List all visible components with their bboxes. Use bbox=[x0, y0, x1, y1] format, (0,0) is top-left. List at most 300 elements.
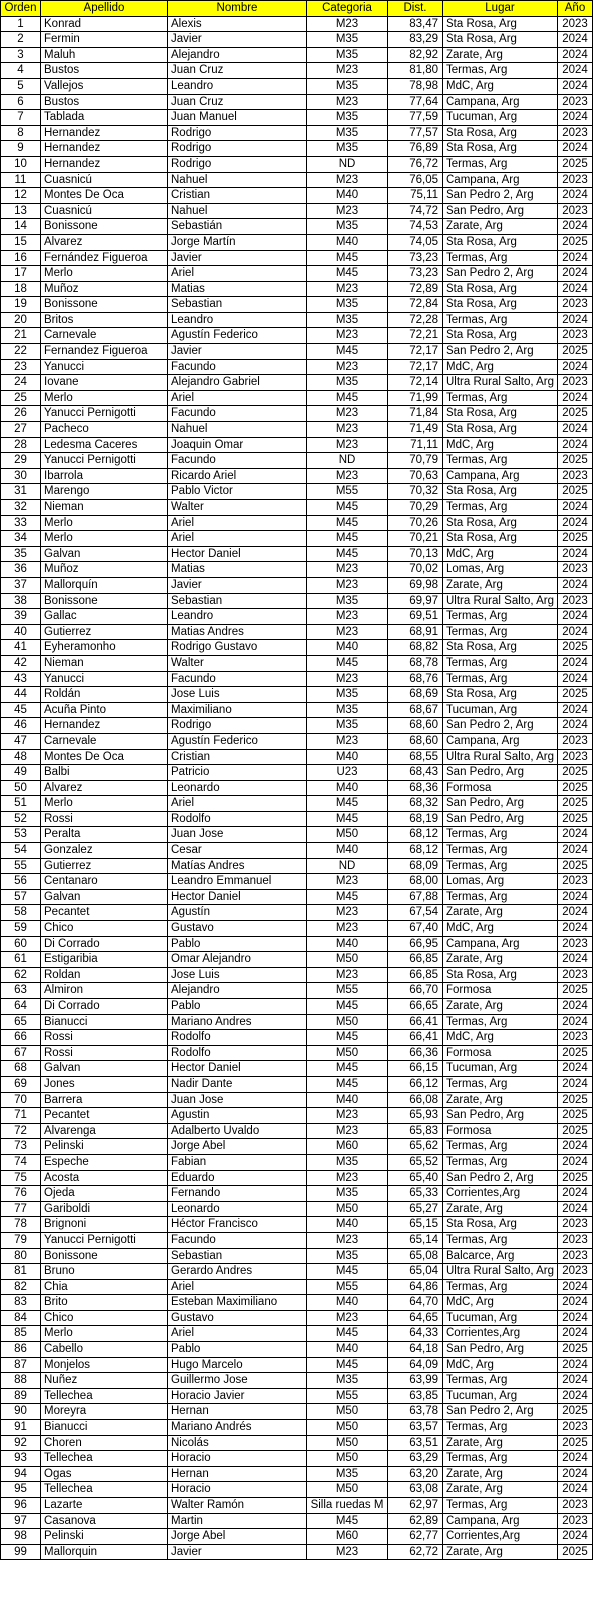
orden-cell: 93 bbox=[1, 1451, 41, 1467]
categoria-cell: M23 bbox=[307, 577, 388, 593]
anio-cell: 2024 bbox=[558, 359, 593, 375]
lugar-cell: Termas, Arg bbox=[443, 1420, 558, 1436]
categoria-cell: M40 bbox=[307, 640, 388, 656]
dist-cell: 68,60 bbox=[388, 718, 443, 734]
table-row bbox=[1, 671, 593, 687]
anio-cell: 2023 bbox=[558, 967, 593, 983]
table-row bbox=[1, 921, 593, 937]
orden-cell: 20 bbox=[1, 312, 41, 328]
table-row bbox=[1, 141, 593, 157]
dist-cell: 65,15 bbox=[388, 1217, 443, 1233]
nombre-cell: Nicolás bbox=[168, 1435, 307, 1451]
nombre-cell: Facundo bbox=[168, 453, 307, 469]
dist-cell: 68,76 bbox=[388, 671, 443, 687]
anio-cell: 2024 bbox=[558, 1326, 593, 1342]
anio-cell: 2025 bbox=[558, 796, 593, 812]
nombre-cell: Cristian bbox=[168, 749, 307, 765]
apellido-cell: Montes De Oca bbox=[41, 188, 168, 204]
orden-cell: 71 bbox=[1, 1108, 41, 1124]
dist-cell: 82,92 bbox=[388, 47, 443, 63]
orden-cell: 63 bbox=[1, 983, 41, 999]
categoria-cell: M35 bbox=[307, 1248, 388, 1264]
dist-cell: 70,13 bbox=[388, 546, 443, 562]
categoria-cell: M35 bbox=[307, 110, 388, 126]
categoria-cell: M23 bbox=[307, 406, 388, 422]
apellido-cell: Brito bbox=[41, 1295, 168, 1311]
apellido-cell: Cabello bbox=[41, 1342, 168, 1358]
categoria-cell: M40 bbox=[307, 234, 388, 250]
dist-cell: 65,93 bbox=[388, 1108, 443, 1124]
dist-cell: 78,98 bbox=[388, 78, 443, 94]
lugar-cell: San Pedro 2, Arg bbox=[443, 1170, 558, 1186]
apellido-cell: Mallorquín bbox=[41, 577, 168, 593]
orden-cell: 76 bbox=[1, 1186, 41, 1202]
anio-cell: 2025 bbox=[558, 1092, 593, 1108]
apellido-cell: Mallorquin bbox=[41, 1544, 168, 1560]
orden-cell: 90 bbox=[1, 1404, 41, 1420]
nombre-cell: Javier bbox=[168, 577, 307, 593]
lugar-cell: Sta Rosa, Arg bbox=[443, 640, 558, 656]
anio-cell: 2023 bbox=[558, 375, 593, 391]
lugar-cell: Sta Rosa, Arg bbox=[443, 406, 558, 422]
table-row bbox=[1, 640, 593, 656]
anio-cell: 2025 bbox=[558, 1404, 593, 1420]
orden-cell: 43 bbox=[1, 671, 41, 687]
dist-cell: 83,29 bbox=[388, 32, 443, 48]
apellido-cell: Balbi bbox=[41, 765, 168, 781]
apellido-cell: Peralta bbox=[41, 827, 168, 843]
dist-cell: 68,32 bbox=[388, 796, 443, 812]
dist-cell: 70,79 bbox=[388, 453, 443, 469]
nombre-cell: Fernando bbox=[168, 1186, 307, 1202]
table-row bbox=[1, 156, 593, 172]
categoria-cell: M50 bbox=[307, 1404, 388, 1420]
nombre-cell: Pablo bbox=[168, 936, 307, 952]
lugar-cell: Campana, Arg bbox=[443, 468, 558, 484]
table-row bbox=[1, 422, 593, 438]
anio-cell: 2023 bbox=[558, 297, 593, 313]
lugar-cell: Zarate, Arg bbox=[443, 999, 558, 1015]
orden-cell: 75 bbox=[1, 1170, 41, 1186]
apellido-cell: Pecantet bbox=[41, 1108, 168, 1124]
categoria-cell: M50 bbox=[307, 1482, 388, 1498]
dist-cell: 68,00 bbox=[388, 874, 443, 890]
dist-cell: 72,14 bbox=[388, 375, 443, 391]
dist-cell: 68,43 bbox=[388, 765, 443, 781]
orden-cell: 95 bbox=[1, 1482, 41, 1498]
dist-cell: 81,80 bbox=[388, 63, 443, 79]
dist-cell: 63,51 bbox=[388, 1435, 443, 1451]
nombre-cell: Javier bbox=[168, 250, 307, 266]
lugar-cell: MdC, Arg bbox=[443, 546, 558, 562]
nombre-cell: Matias bbox=[168, 562, 307, 578]
nombre-cell: Martin bbox=[168, 1513, 307, 1529]
dist-cell: 71,11 bbox=[388, 437, 443, 453]
categoria-cell: M35 bbox=[307, 219, 388, 235]
orden-cell: 74 bbox=[1, 1154, 41, 1170]
anio-cell: 2024 bbox=[558, 1388, 593, 1404]
dist-cell: 63,20 bbox=[388, 1466, 443, 1482]
lugar-cell: Termas, Arg bbox=[443, 889, 558, 905]
apellido-cell: Pacheco bbox=[41, 422, 168, 438]
lugar-cell: Termas, Arg bbox=[443, 827, 558, 843]
dist-cell: 67,54 bbox=[388, 905, 443, 921]
orden-cell: 19 bbox=[1, 297, 41, 313]
nombre-cell: Rodolfo bbox=[168, 1030, 307, 1046]
categoria-cell: M23 bbox=[307, 874, 388, 890]
lugar-cell: Sta Rosa, Arg bbox=[443, 16, 558, 32]
orden-cell: 37 bbox=[1, 577, 41, 593]
categoria-cell: M35 bbox=[307, 297, 388, 313]
anio-cell: 2024 bbox=[558, 1357, 593, 1373]
nombre-cell: Rodrigo bbox=[168, 156, 307, 172]
nombre-cell: Nadir Dante bbox=[168, 1076, 307, 1092]
lugar-cell: Tucuman, Arg bbox=[443, 1310, 558, 1326]
orden-cell: 46 bbox=[1, 718, 41, 734]
table-row bbox=[1, 1279, 593, 1295]
orden-cell: 72 bbox=[1, 1123, 41, 1139]
lugar-cell: Tucuman, Arg bbox=[443, 110, 558, 126]
table-row bbox=[1, 344, 593, 360]
lugar-cell: Zarate, Arg bbox=[443, 1482, 558, 1498]
lugar-cell: Formosa bbox=[443, 780, 558, 796]
nombre-cell: Hector Daniel bbox=[168, 1061, 307, 1077]
dist-cell: 63,57 bbox=[388, 1420, 443, 1436]
lugar-cell: Termas, Arg bbox=[443, 655, 558, 671]
categoria-cell: M35 bbox=[307, 78, 388, 94]
orden-cell: 54 bbox=[1, 843, 41, 859]
anio-cell: 2024 bbox=[558, 1310, 593, 1326]
lugar-cell: MdC, Arg bbox=[443, 1030, 558, 1046]
categoria-cell: M45 bbox=[307, 999, 388, 1015]
orden-cell: 9 bbox=[1, 141, 41, 157]
orden-cell: 61 bbox=[1, 952, 41, 968]
apellido-cell: Yanucci bbox=[41, 671, 168, 687]
dist-cell: 83,47 bbox=[388, 16, 443, 32]
anio-cell: 2025 bbox=[558, 687, 593, 703]
anio-cell: 2025 bbox=[558, 640, 593, 656]
anio-cell: 2023 bbox=[558, 1232, 593, 1248]
table-row bbox=[1, 328, 593, 344]
nombre-cell: Joaquin Omar bbox=[168, 437, 307, 453]
categoria-cell: M55 bbox=[307, 1279, 388, 1295]
nombre-cell: Alejandro bbox=[168, 983, 307, 999]
nombre-cell: Maximiliano bbox=[168, 702, 307, 718]
anio-cell: 2024 bbox=[558, 1061, 593, 1077]
orden-cell: 88 bbox=[1, 1373, 41, 1389]
dist-cell: 77,64 bbox=[388, 94, 443, 110]
categoria-cell: M23 bbox=[307, 905, 388, 921]
dist-cell: 62,89 bbox=[388, 1513, 443, 1529]
nombre-cell: Omar Alejandro bbox=[168, 952, 307, 968]
anio-cell: 2025 bbox=[558, 1544, 593, 1560]
table-body bbox=[1, 16, 593, 1560]
dist-cell: 64,18 bbox=[388, 1342, 443, 1358]
anio-cell: 2023 bbox=[558, 203, 593, 219]
categoria-cell: M50 bbox=[307, 1045, 388, 1061]
nombre-cell: Guillermo Jose bbox=[168, 1373, 307, 1389]
anio-cell: 2025 bbox=[558, 780, 593, 796]
dist-cell: 65,14 bbox=[388, 1232, 443, 1248]
anio-cell: 2023 bbox=[558, 468, 593, 484]
lugar-cell: Zarate, Arg bbox=[443, 1201, 558, 1217]
lugar-cell: Ultra Rural Salto, Arg bbox=[443, 1264, 558, 1280]
dist-cell: 70,02 bbox=[388, 562, 443, 578]
table-row bbox=[1, 765, 593, 781]
table-row bbox=[1, 531, 593, 547]
dist-cell: 75,11 bbox=[388, 188, 443, 204]
orden-cell: 5 bbox=[1, 78, 41, 94]
table-row bbox=[1, 749, 593, 765]
categoria-cell: M45 bbox=[307, 889, 388, 905]
lugar-cell: Formosa bbox=[443, 1045, 558, 1061]
apellido-cell: Hernandez bbox=[41, 718, 168, 734]
nombre-cell: Matías Andres bbox=[168, 858, 307, 874]
categoria-cell: M23 bbox=[307, 1544, 388, 1560]
apellido-cell: Hernandez bbox=[41, 125, 168, 141]
lugar-cell: Sta Rosa, Arg bbox=[443, 234, 558, 250]
apellido-cell: Ibarrola bbox=[41, 468, 168, 484]
lugar-cell: Campana, Arg bbox=[443, 172, 558, 188]
header-nombre: Nombre bbox=[168, 1, 307, 17]
table-row bbox=[1, 1201, 593, 1217]
lugar-cell: Termas, Arg bbox=[443, 453, 558, 469]
nombre-cell: Jose Luis bbox=[168, 967, 307, 983]
table-row bbox=[1, 78, 593, 94]
anio-cell: 2023 bbox=[558, 1420, 593, 1436]
categoria-cell: M45 bbox=[307, 266, 388, 282]
dist-cell: 69,97 bbox=[388, 593, 443, 609]
apellido-cell: Nieman bbox=[41, 500, 168, 516]
categoria-cell: M45 bbox=[307, 1061, 388, 1077]
table-row bbox=[1, 1154, 593, 1170]
categoria-cell: M45 bbox=[307, 546, 388, 562]
categoria-cell: M45 bbox=[307, 1076, 388, 1092]
dist-cell: 66,41 bbox=[388, 1030, 443, 1046]
lugar-cell: Termas, Arg bbox=[443, 1014, 558, 1030]
dist-cell: 74,72 bbox=[388, 203, 443, 219]
apellido-cell: Pelinski bbox=[41, 1529, 168, 1545]
apellido-cell: Roldan bbox=[41, 967, 168, 983]
dist-cell: 77,57 bbox=[388, 125, 443, 141]
apellido-cell: Yanucci bbox=[41, 359, 168, 375]
nombre-cell: Pablo Victor bbox=[168, 484, 307, 500]
nombre-cell: Nahuel bbox=[168, 422, 307, 438]
apellido-cell: Choren bbox=[41, 1435, 168, 1451]
apellido-cell: Alvarez bbox=[41, 234, 168, 250]
orden-cell: 10 bbox=[1, 156, 41, 172]
categoria-cell: Silla ruedas M bbox=[307, 1498, 388, 1514]
dist-cell: 74,05 bbox=[388, 234, 443, 250]
anio-cell: 2024 bbox=[558, 1201, 593, 1217]
apellido-cell: Vallejos bbox=[41, 78, 168, 94]
anio-cell: 2023 bbox=[558, 936, 593, 952]
nombre-cell: Agustín Federico bbox=[168, 733, 307, 749]
header-row bbox=[1, 1, 593, 17]
lugar-cell: San Pedro, Arg bbox=[443, 1342, 558, 1358]
apellido-cell: Tellechea bbox=[41, 1451, 168, 1467]
nombre-cell: Adalberto Uvaldo bbox=[168, 1123, 307, 1139]
lugar-cell: Sta Rosa, Arg bbox=[443, 328, 558, 344]
table-row bbox=[1, 624, 593, 640]
orden-cell: 99 bbox=[1, 1544, 41, 1560]
apellido-cell: Brignoni bbox=[41, 1217, 168, 1233]
nombre-cell: Mariano Andrés bbox=[168, 1420, 307, 1436]
orden-cell: 50 bbox=[1, 780, 41, 796]
anio-cell: 2023 bbox=[558, 172, 593, 188]
nombre-cell: Rodrigo bbox=[168, 141, 307, 157]
dist-cell: 70,63 bbox=[388, 468, 443, 484]
table-row bbox=[1, 437, 593, 453]
apellido-cell: Rossi bbox=[41, 1045, 168, 1061]
dist-cell: 65,40 bbox=[388, 1170, 443, 1186]
anio-cell: 2024 bbox=[558, 1295, 593, 1311]
lugar-cell: San Pedro 2, Arg bbox=[443, 188, 558, 204]
apellido-cell: Rossi bbox=[41, 811, 168, 827]
dist-cell: 70,26 bbox=[388, 515, 443, 531]
categoria-cell: M35 bbox=[307, 32, 388, 48]
table-row bbox=[1, 250, 593, 266]
table-row bbox=[1, 780, 593, 796]
nombre-cell: Horacio bbox=[168, 1451, 307, 1467]
orden-cell: 16 bbox=[1, 250, 41, 266]
lugar-cell: Termas, Arg bbox=[443, 609, 558, 625]
anio-cell: 2023 bbox=[558, 1217, 593, 1233]
orden-cell: 1 bbox=[1, 16, 41, 32]
nombre-cell: Rodolfo bbox=[168, 1045, 307, 1061]
anio-cell: 2024 bbox=[558, 889, 593, 905]
dist-cell: 68,78 bbox=[388, 655, 443, 671]
lugar-cell: MdC, Arg bbox=[443, 1295, 558, 1311]
lugar-cell: Ultra Rural Salto, Arg bbox=[443, 375, 558, 391]
nombre-cell: Patricio bbox=[168, 765, 307, 781]
anio-cell: 2023 bbox=[558, 562, 593, 578]
categoria-cell: M23 bbox=[307, 562, 388, 578]
nombre-cell: Javier bbox=[168, 1544, 307, 1560]
dist-cell: 63,85 bbox=[388, 1388, 443, 1404]
anio-cell: 2024 bbox=[558, 702, 593, 718]
lugar-cell: Termas, Arg bbox=[443, 671, 558, 687]
dist-cell: 72,21 bbox=[388, 328, 443, 344]
orden-cell: 41 bbox=[1, 640, 41, 656]
nombre-cell: Hernan bbox=[168, 1404, 307, 1420]
categoria-cell: M50 bbox=[307, 1451, 388, 1467]
dist-cell: 62,97 bbox=[388, 1498, 443, 1514]
table-row bbox=[1, 905, 593, 921]
anio-cell: 2024 bbox=[558, 718, 593, 734]
lugar-cell: Lomas, Arg bbox=[443, 874, 558, 890]
apellido-cell: Konrad bbox=[41, 16, 168, 32]
table-row bbox=[1, 874, 593, 890]
nombre-cell: Jorge Abel bbox=[168, 1529, 307, 1545]
dist-cell: 72,17 bbox=[388, 344, 443, 360]
dist-cell: 74,53 bbox=[388, 219, 443, 235]
anio-cell: 2023 bbox=[558, 749, 593, 765]
dist-cell: 68,60 bbox=[388, 733, 443, 749]
apellido-cell: Muñoz bbox=[41, 562, 168, 578]
categoria-cell: M40 bbox=[307, 188, 388, 204]
apellido-cell: Bianucci bbox=[41, 1014, 168, 1030]
categoria-cell: M45 bbox=[307, 344, 388, 360]
lugar-cell: Corrientes,Arg bbox=[443, 1186, 558, 1202]
table-row bbox=[1, 546, 593, 562]
categoria-cell: M35 bbox=[307, 593, 388, 609]
categoria-cell: M40 bbox=[307, 1342, 388, 1358]
anio-cell: 2024 bbox=[558, 141, 593, 157]
table-row bbox=[1, 1248, 593, 1264]
table-row bbox=[1, 94, 593, 110]
lugar-cell: Zarate, Arg bbox=[443, 1435, 558, 1451]
nombre-cell: Juan Manuel bbox=[168, 110, 307, 126]
dist-cell: 68,82 bbox=[388, 640, 443, 656]
table-row bbox=[1, 999, 593, 1015]
nombre-cell: Javier bbox=[168, 344, 307, 360]
table-row bbox=[1, 47, 593, 63]
nombre-cell: Jose Luis bbox=[168, 687, 307, 703]
orden-cell: 73 bbox=[1, 1139, 41, 1155]
nombre-cell: Ricardo Ariel bbox=[168, 468, 307, 484]
dist-cell: 66,36 bbox=[388, 1045, 443, 1061]
dist-cell: 69,98 bbox=[388, 577, 443, 593]
dist-cell: 77,59 bbox=[388, 110, 443, 126]
dist-cell: 65,04 bbox=[388, 1264, 443, 1280]
table-row bbox=[1, 1326, 593, 1342]
apellido-cell: Barrera bbox=[41, 1092, 168, 1108]
table-row bbox=[1, 609, 593, 625]
anio-cell: 2024 bbox=[558, 921, 593, 937]
table-row bbox=[1, 1310, 593, 1326]
table-row bbox=[1, 1420, 593, 1436]
apellido-cell: Yanucci Pernigotti bbox=[41, 1232, 168, 1248]
table-row bbox=[1, 952, 593, 968]
apellido-cell: Merlo bbox=[41, 796, 168, 812]
lugar-cell: Sta Rosa, Arg bbox=[443, 1217, 558, 1233]
table-row bbox=[1, 266, 593, 282]
apellido-cell: Gallac bbox=[41, 609, 168, 625]
nombre-cell: Fabian bbox=[168, 1154, 307, 1170]
categoria-cell: M45 bbox=[307, 1030, 388, 1046]
lugar-cell: San Pedro, Arg bbox=[443, 796, 558, 812]
orden-cell: 24 bbox=[1, 375, 41, 391]
lugar-cell: Termas, Arg bbox=[443, 312, 558, 328]
orden-cell: 25 bbox=[1, 390, 41, 406]
table-row bbox=[1, 1014, 593, 1030]
categoria-cell: M23 bbox=[307, 1232, 388, 1248]
apellido-cell: Cuasnicú bbox=[41, 172, 168, 188]
table-row bbox=[1, 702, 593, 718]
apellido-cell: Galvan bbox=[41, 1061, 168, 1077]
dist-cell: 67,40 bbox=[388, 921, 443, 937]
categoria-cell: M40 bbox=[307, 780, 388, 796]
table-row bbox=[1, 811, 593, 827]
orden-cell: 36 bbox=[1, 562, 41, 578]
nombre-cell: Facundo bbox=[168, 406, 307, 422]
orden-cell: 35 bbox=[1, 546, 41, 562]
categoria-cell: U23 bbox=[307, 765, 388, 781]
dist-cell: 68,67 bbox=[388, 702, 443, 718]
dist-cell: 64,70 bbox=[388, 1295, 443, 1311]
orden-cell: 52 bbox=[1, 811, 41, 827]
categoria-cell: M23 bbox=[307, 609, 388, 625]
table-row bbox=[1, 1045, 593, 1061]
anio-cell: 2024 bbox=[558, 671, 593, 687]
orden-cell: 59 bbox=[1, 921, 41, 937]
lugar-cell: Termas, Arg bbox=[443, 1279, 558, 1295]
table-row bbox=[1, 1388, 593, 1404]
lugar-cell: Sta Rosa, Arg bbox=[443, 484, 558, 500]
categoria-cell: ND bbox=[307, 453, 388, 469]
categoria-cell: M23 bbox=[307, 1123, 388, 1139]
